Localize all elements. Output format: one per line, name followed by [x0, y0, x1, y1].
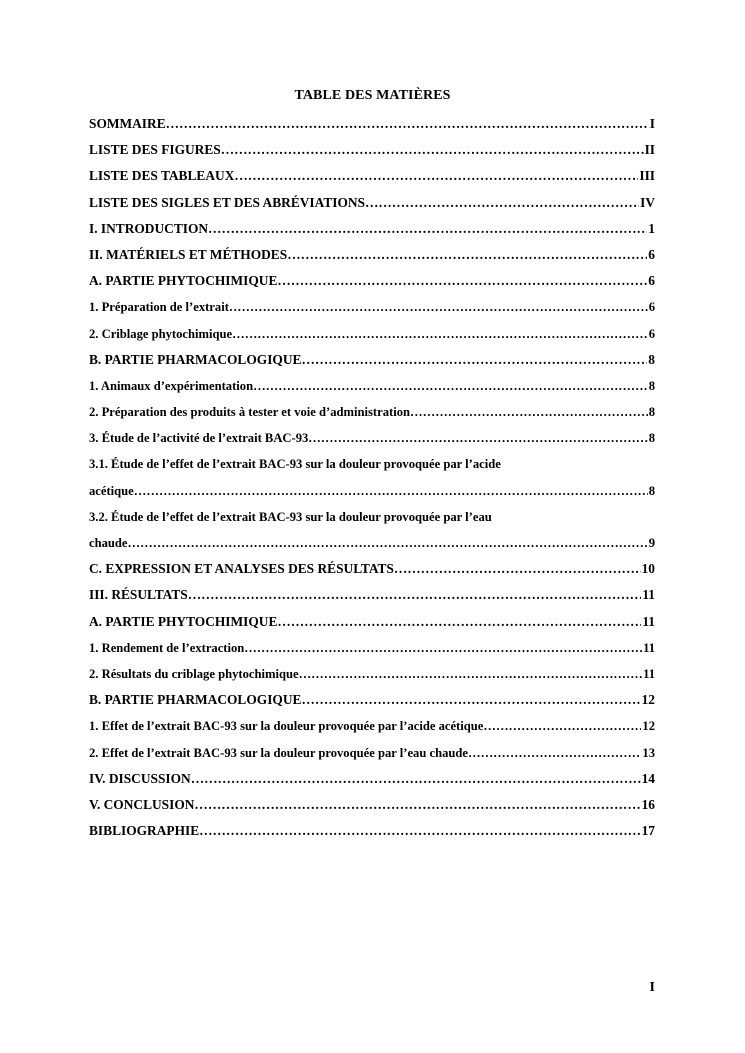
toc-leader [277, 273, 647, 289]
toc-entry[interactable] [89, 692, 655, 718]
toc-entry-page: 10 [641, 561, 655, 577]
toc-entry[interactable] [89, 116, 655, 142]
toc-leader [468, 745, 641, 761]
toc-entry-page: 1 [648, 220, 655, 236]
toc-entry-label: 1. Préparation de l’extrait [89, 300, 229, 315]
toc-entry-page: 13 [642, 745, 655, 760]
toc-entry-page: 14 [641, 770, 655, 786]
toc-entry-label-line1[interactable]: 3.2. Étude de l’effet de l’extrait BAC-93 sur la douleur provoquée par l’eau [89, 509, 492, 524]
toc-leader [128, 535, 648, 551]
toc-entry-label: 1. Animaux d’expérimentation [89, 378, 254, 393]
toc-entry-label: 2. Criblage phytochimique [89, 326, 233, 341]
toc-entry-page: 12 [641, 692, 655, 708]
toc-entry-page: 17 [641, 823, 655, 839]
toc-leader [134, 483, 648, 499]
toc-entry-label: 1. Effet de l’extrait BAC-93 sur la douleur provoquée par l’acide acétique [89, 719, 484, 734]
toc-entry-page: 11 [643, 640, 655, 655]
toc-entry[interactable] [89, 771, 655, 797]
toc-leader [287, 247, 647, 263]
toc-entry-page: 6 [648, 300, 655, 315]
toc-entry-page: III [639, 168, 655, 184]
toc-entry-page: 8 [648, 431, 655, 446]
toc-entry-page: 9 [648, 536, 655, 550]
toc-entry-page: II [644, 142, 655, 158]
toc-leader [191, 771, 641, 787]
toc-entry-label: 3. Étude de l’activité de l’extrait BAC-93 [89, 431, 309, 446]
toc-entry-label: A. PARTIE PHYTOCHIMIQUE [89, 613, 278, 629]
toc-entry[interactable] [89, 718, 655, 744]
toc-entry-label: V. CONCLUSION [89, 796, 195, 812]
toc-entry[interactable] [89, 561, 655, 587]
toc-entry[interactable] [89, 352, 655, 378]
toc-leader [221, 142, 644, 158]
toc-entry-page: 8 [648, 483, 655, 498]
toc-entry[interactable] [89, 273, 655, 299]
toc-leader [199, 823, 640, 839]
toc-entry[interactable] [89, 614, 655, 640]
toc-entry[interactable] [89, 666, 655, 692]
toc-entry[interactable] [89, 745, 655, 771]
toc-entry-label: C. EXPRESSION ET ANALYSES DES RÉSULTATS [89, 561, 394, 577]
toc-entry[interactable] [89, 483, 655, 509]
toc-entry-label: LISTE DES FIGURES [89, 142, 221, 158]
toc-entry-page: 8 [648, 378, 655, 393]
toc-entry-label: SOMMAIRE [89, 116, 166, 131]
toc-leader [208, 221, 647, 237]
toc-entry-page: 8 [648, 351, 655, 367]
toc-entry-label: LISTE DES TABLEAUX [89, 168, 235, 184]
toc-entry[interactable] [89, 195, 655, 221]
toc-entry-label: IV. DISCUSSION [89, 770, 191, 786]
toc-leader [483, 718, 641, 734]
toc-entry-label: chaude [89, 536, 128, 550]
toc-entry[interactable] [89, 430, 655, 456]
toc-entry-page: 11 [643, 666, 655, 681]
table-of-contents [89, 116, 655, 849]
toc-entry-page: 6 [648, 246, 655, 262]
toc-leader [232, 326, 648, 342]
toc-leader [301, 352, 647, 368]
toc-entry-label-line1[interactable]: 3.1. Étude de l’effet de l’extrait BAC-93 sur la douleur provoquée par l’acide [89, 457, 501, 472]
toc-entry-page: 11 [642, 613, 655, 629]
toc-entry[interactable] [89, 142, 655, 168]
toc-entry[interactable] [89, 378, 655, 404]
toc-leader [194, 797, 640, 813]
toc-leader [277, 614, 641, 630]
toc-entry[interactable] [89, 797, 655, 823]
toc-leader [299, 666, 643, 682]
toc-entry-label: B. PARTIE PHARMACOLOGIQUE [89, 351, 302, 367]
toc-leader [308, 430, 647, 446]
toc-entry[interactable] [89, 823, 655, 849]
toc-entry-page: IV [640, 194, 655, 210]
toc-title: TABLE DES MATIÈRES [294, 88, 451, 103]
toc-entry[interactable] [89, 404, 655, 430]
toc-leader [394, 561, 641, 577]
toc-leader [166, 116, 649, 132]
toc-leader [301, 692, 640, 708]
toc-entry-page: I [649, 116, 655, 131]
toc-entry-page: 12 [642, 719, 655, 734]
toc-leader [253, 378, 648, 394]
toc-entry[interactable] [89, 640, 655, 666]
toc-leader [365, 195, 639, 211]
toc-entry-label: 1. Rendement de l’extraction [89, 640, 245, 655]
toc-entry-page: 16 [641, 796, 655, 812]
toc-entry[interactable] [89, 168, 655, 194]
toc-entry-label: LISTE DES SIGLES ET DES ABRÉVIATIONS [89, 194, 365, 210]
toc-entry[interactable] [89, 247, 655, 273]
toc-leader [234, 168, 638, 184]
toc-entry-label: A. PARTIE PHYTOCHIMIQUE [89, 273, 278, 289]
toc-entry-label: B. PARTIE PHARMACOLOGIQUE [89, 692, 302, 708]
toc-entry-page: 6 [648, 326, 655, 341]
toc-leader [410, 404, 648, 420]
toc-entry-label: I. INTRODUCTION [89, 220, 209, 236]
toc-entry[interactable] [89, 299, 655, 325]
toc-entry-label: 2. Préparation des produits à tester et voie d’administration [89, 405, 411, 420]
toc-entry-page: 11 [642, 587, 655, 603]
toc-entry-label: 2. Résultats du criblage phytochimique [89, 666, 299, 681]
toc-leader [188, 587, 642, 603]
toc-entry[interactable] [89, 587, 655, 613]
toc-entry-page: 6 [648, 273, 655, 289]
toc-entry[interactable] [89, 535, 655, 561]
toc-entry-label: BIBLIOGRAPHIE [89, 823, 200, 839]
toc-leader [229, 299, 648, 315]
page-number: I [649, 980, 655, 995]
toc-entry-label: II. MATÉRIELS ET MÉTHODES [89, 246, 288, 262]
toc-entry-label: 2. Effet de l’extrait BAC-93 sur la douleur provoquée par l’eau chaude [89, 745, 468, 760]
toc-entry-label: III. RÉSULTATS [89, 587, 188, 603]
toc-entry[interactable] [89, 326, 655, 352]
toc-entry-page: 8 [648, 405, 655, 420]
toc-entry-label: acétique [89, 483, 134, 498]
toc-leader [244, 640, 642, 656]
toc-entry[interactable] [89, 221, 655, 247]
